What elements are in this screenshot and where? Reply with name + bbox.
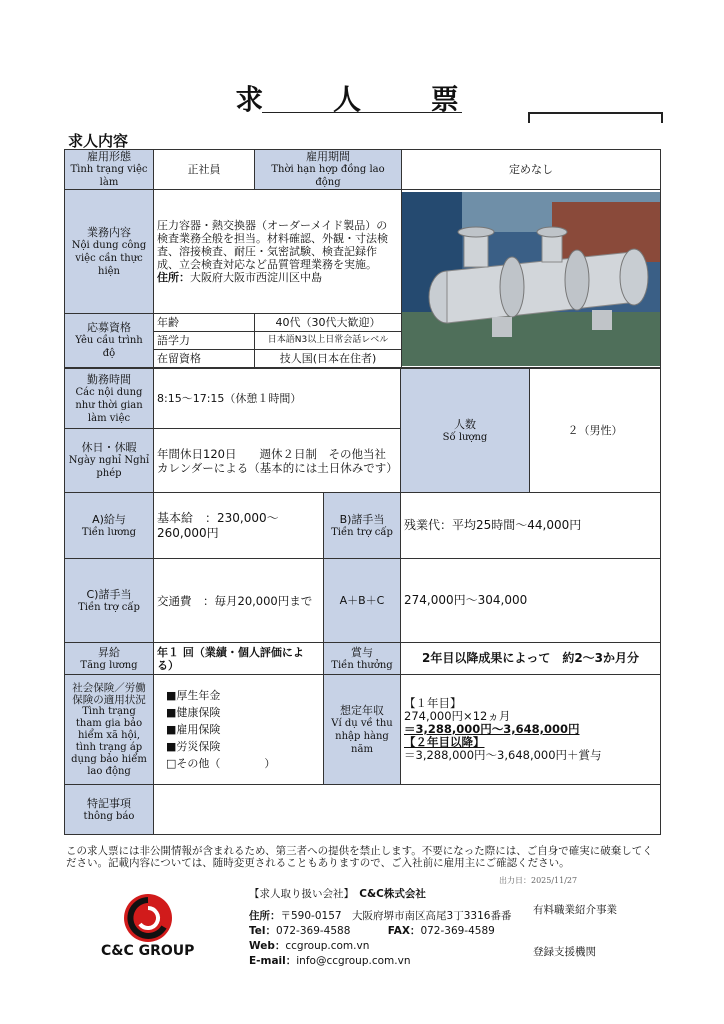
bonus-value: 2年目以降成果によって 約2～3か月分 (401, 643, 661, 675)
insurance-item: ■厚生年金 (166, 689, 221, 702)
section-heading: 求人内容 (68, 132, 129, 150)
annual-value: 【１年目】 274,000円×12ヵ月 ＝3,288,000円～3,648,000円 【２年目以降】 ＝3,288,000円～3,648,000円＋賞与 (401, 675, 661, 785)
company-line: 【求人取り扱い会社】 C&C株式会社 (249, 888, 426, 900)
raise-value: 年１ 回（業績・個人評価による） (154, 643, 324, 675)
output-date: 出力日：2025/11/27 (499, 876, 578, 885)
insurance-list (154, 675, 324, 785)
email-line: E-mail：info@ccgroup.com.vn (249, 955, 411, 967)
holiday-label: 休日・休暇 Ngày nghỉ Nghỉ phép (65, 429, 154, 493)
job-content-table (64, 149, 661, 368)
phone-line: Tel：072-369-4588 FAX：072-369-4589 (249, 925, 495, 937)
hours-label: 勤務時間 Các nội dung như thời gian làm việc (65, 369, 154, 429)
holiday-value: 年間休日120日 週休２日制 その他当社カレンダーによる（基本的には土日休みです） (154, 429, 401, 493)
raise-label: 昇給 Tăng lương (65, 643, 154, 675)
insurance-item: ■健康保険 (166, 706, 221, 719)
total-label: A＋B＋C (324, 559, 401, 643)
employment-type-value: 正社員 (154, 150, 255, 190)
notes-value (154, 785, 661, 835)
license-1: 有料職業紹介事業 (533, 904, 617, 916)
brand-name: C&C GROUP (101, 943, 195, 959)
company-logo-icon (118, 893, 178, 943)
headcount-value: ２（男性） (530, 369, 661, 493)
insurance-item: ■雇用保険 (166, 723, 221, 736)
hours-value: 8:15～17:15（休憩１時間） (154, 369, 401, 429)
license-2: 登録支援機関 (533, 946, 596, 958)
product-photo (402, 190, 661, 368)
conditions-table (64, 368, 661, 835)
allowance-b-label: B)諸手当 Tiền trợ cấp (324, 493, 401, 559)
bonus-label: 賞与 Tiền thưởng (324, 643, 401, 675)
email-link[interactable]: info@ccgroup.com.vn (296, 955, 411, 967)
insurance-item: □その他（ ） (166, 757, 276, 770)
total-value: 274,000円～304,000 (401, 559, 661, 643)
headcount-label: 人数 Số lượng (401, 369, 530, 493)
age-value: 40代（30代大歓迎） (255, 314, 402, 332)
visa-value: 技人国(日本在住者) (255, 350, 402, 368)
job-description: 圧力容器・熱交換器（オーダーメイド製品）の検査業務全般を担当。材料確認、外観・寸法検査、溶接検査、耐圧・気密試験、検査記録作成、立会検査対応など品質管理業務を実施。 住所：大阪府大阪市西淀川区中島 (154, 190, 402, 314)
heat-exchanger-image (402, 192, 661, 366)
allowance-b-value: 残業代：平均25時間～44,000円 (401, 493, 661, 559)
web-link[interactable]: ccgroup.com.vn (285, 940, 370, 952)
stamp-bracket (528, 112, 663, 123)
address-line: 住所：〒590-0157 大阪府堺市南区高尾3丁3316番番 (249, 910, 512, 922)
salary-value: 基本給 ：230,000～260,000円 (154, 493, 324, 559)
web-line: Web：ccgroup.com.vn (249, 940, 370, 952)
insurance-item: ■労災保険 (166, 740, 221, 753)
language-value: 日本語N3以上日常会話レベル (255, 332, 402, 350)
employment-period-value: 定めなし (402, 150, 661, 190)
page-title: 求 人 票 (235, 83, 489, 116)
salary-label: A)給与 Tiền lương (65, 493, 154, 559)
employment-period-label: 雇用期間 Thời hạn hợp đồng lao động (255, 150, 402, 190)
title-underline (262, 112, 462, 113)
disclaimer: この求人票には非公開情報が含まれるため、第三者への提供を禁止します。不要になった際には、ご自身で確実に破棄してください。記載内容については、随時変更されることもありますので、ご入社前に雇用主にご確認ください。 (66, 845, 653, 869)
job-label: 業務内容 Nội dung công việc cần thực hiện (65, 190, 154, 314)
visa-label: 在留資格 (154, 350, 255, 368)
age-label: 年齢 (154, 314, 255, 332)
notes-label: 特記事項 thông báo (65, 785, 154, 835)
allowance-c-label: C)諸手当 Tiền trợ cấp (65, 559, 154, 643)
employment-type-label: 雇用形態 Tình trạng việc làm (65, 150, 154, 190)
insurance-label: 社会保険／労働保険の適用状況 Tình trạng tham gia bảo hiểm xã hội, tình trạng áp dụng bảo hiểm lao động (65, 675, 154, 785)
qualification-label: 応募資格 Yêu cầu trình độ (65, 314, 154, 368)
language-label: 語学力 (154, 332, 255, 350)
allowance-c-value: 交通費 ：毎月20,000円まで (154, 559, 324, 643)
annual-label: 想定年収 Ví dụ về thu nhập hàng năm (324, 675, 401, 785)
